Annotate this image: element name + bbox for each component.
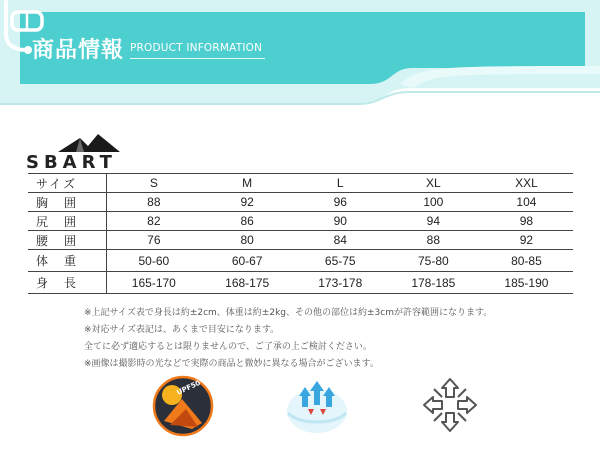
table-cell: 96	[294, 193, 387, 212]
row-label: 尻 囲	[28, 212, 107, 231]
cooling-airflow-icon	[284, 375, 350, 437]
table-cell: 65-75	[294, 250, 387, 272]
brand-logo	[22, 134, 142, 174]
note-line: 全てに必ず適応するとは限りませんので、ご了承の上ご検討ください。	[84, 342, 372, 352]
row-label: 胸 囲	[28, 193, 107, 212]
table-cell: 76	[107, 231, 201, 250]
uv-protection-icon	[152, 375, 214, 437]
table-cell: M	[201, 174, 294, 193]
table-cell: 82	[107, 212, 201, 231]
brand-name: SBART	[26, 152, 117, 173]
diving-mask-snorkel-icon	[0, 0, 46, 58]
table-row-hip	[28, 212, 573, 231]
table-cell: 104	[480, 193, 573, 212]
table-row-chest	[28, 193, 573, 212]
table-cell: 168-175	[201, 272, 294, 294]
table-cell: S	[107, 174, 201, 193]
four-way-stretch-icon	[420, 375, 480, 435]
row-label: サイズ	[28, 174, 107, 193]
note-line: ※対応サイズ表記は、あくまで目安になります。	[84, 325, 280, 335]
header-banner	[0, 0, 600, 118]
table-cell: 165-170	[107, 272, 201, 294]
table-cell: 88	[387, 231, 480, 250]
table-cell: 98	[480, 212, 573, 231]
table-cell: 88	[107, 193, 201, 212]
mountain-peaks-logo	[58, 134, 128, 154]
table-cell: 50-60	[107, 250, 201, 272]
table-cell: 60-67	[201, 250, 294, 272]
page-subtitle: PRODUCT INFORMATION	[130, 42, 263, 54]
page-title: 商品情報	[32, 38, 125, 63]
row-label: 体 重	[28, 250, 107, 272]
table-cell: 80	[201, 231, 294, 250]
note-line: ※画像は撮影時の光などで実際の商品と微妙に異なる場合がございます。	[84, 359, 379, 369]
table-cell: XL	[387, 174, 480, 193]
table-cell: 173-178	[294, 272, 387, 294]
table-cell: 86	[201, 212, 294, 231]
table-row-waist	[28, 231, 573, 250]
size-notes	[84, 305, 564, 373]
size-chart-table	[28, 173, 573, 294]
subtitle-underline	[130, 58, 265, 59]
table-cell: 178-185	[387, 272, 480, 294]
table-cell: 185-190	[480, 272, 573, 294]
table-cell: L	[294, 174, 387, 193]
table-row-size	[28, 174, 573, 193]
row-label: 身 長	[28, 272, 107, 294]
table-cell: 94	[387, 212, 480, 231]
table-cell: 90	[294, 212, 387, 231]
table-row-weight	[28, 250, 573, 272]
table-cell: XXL	[480, 174, 573, 193]
table-cell: 84	[294, 231, 387, 250]
table-row-height	[28, 272, 573, 294]
table-cell: 100	[387, 193, 480, 212]
note-line: ※上記サイズ表で身長は約±2cm、体重は約±2kg、その他の部位は約±3cmが許容範囲になります。	[84, 308, 493, 318]
table-cell: 80-85	[480, 250, 573, 272]
table-cell: 92	[201, 193, 294, 212]
table-cell: 92	[480, 231, 573, 250]
upf-badge: UPF50+	[175, 376, 208, 397]
row-label: 腰 囲	[28, 231, 107, 250]
table-cell: 75-80	[387, 250, 480, 272]
